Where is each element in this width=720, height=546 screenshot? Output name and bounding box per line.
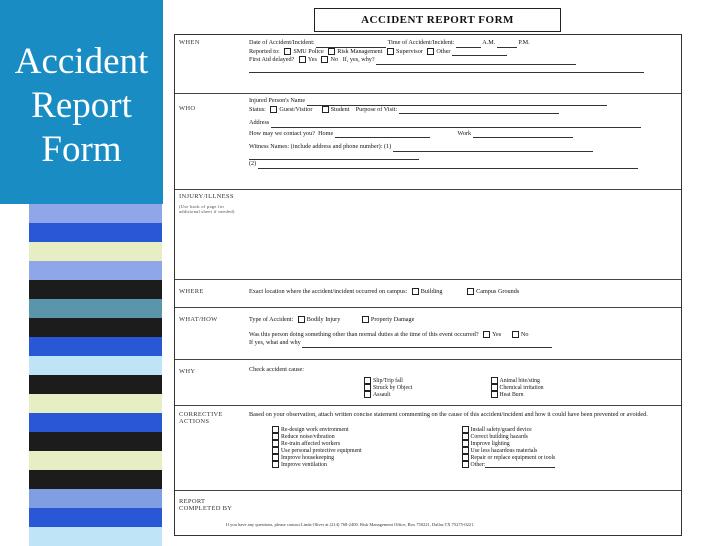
checkbox[interactable] bbox=[272, 447, 279, 454]
field-label: Injured Person's Name bbox=[249, 97, 306, 104]
stripe bbox=[29, 527, 162, 546]
checkbox[interactable] bbox=[364, 391, 371, 398]
section-label: WHO bbox=[179, 105, 196, 112]
why-field[interactable] bbox=[376, 58, 576, 65]
address-field[interactable] bbox=[271, 121, 641, 128]
section-completed bbox=[175, 490, 681, 534]
checkbox[interactable] bbox=[462, 440, 469, 447]
option-label: Building bbox=[420, 288, 443, 295]
option-label: Re-design work environment bbox=[281, 426, 349, 433]
section-who bbox=[175, 93, 681, 190]
title-line: Accident bbox=[14, 41, 149, 82]
section-label: CORRECTIVE ACTIONS bbox=[179, 411, 223, 425]
checkbox[interactable] bbox=[462, 454, 469, 461]
stripe bbox=[29, 204, 162, 223]
option-label: Use less hazardous materials bbox=[470, 447, 538, 454]
checkbox[interactable] bbox=[387, 48, 394, 55]
option-label: Other: bbox=[470, 461, 486, 468]
option-label: Risk Management bbox=[337, 47, 383, 55]
witness-field-1[interactable] bbox=[393, 145, 593, 152]
stripe bbox=[29, 432, 162, 451]
section-label: WHERE bbox=[179, 288, 204, 295]
purpose-field[interactable] bbox=[399, 107, 559, 114]
option-label: Use personal protective equipment bbox=[281, 447, 362, 454]
option-label: Heat Burn bbox=[499, 391, 524, 398]
checkbox[interactable] bbox=[467, 288, 474, 295]
work-phone-field[interactable] bbox=[473, 131, 573, 138]
field-label: Time of Accident/Incident: bbox=[387, 39, 455, 46]
field-label: How may we contact you? bbox=[249, 129, 315, 137]
option-label: Install safety/guard device bbox=[470, 426, 532, 433]
checkbox[interactable] bbox=[491, 384, 498, 391]
checkbox[interactable] bbox=[427, 48, 434, 55]
checkbox[interactable] bbox=[491, 391, 498, 398]
option-label: Yes bbox=[307, 56, 317, 63]
checkbox[interactable] bbox=[512, 331, 519, 338]
field-label: If yes, what and why bbox=[249, 339, 301, 346]
title-line: Report bbox=[31, 85, 132, 126]
stripe bbox=[29, 299, 162, 318]
option-label: No bbox=[330, 56, 339, 63]
field-label: Date of Accident/Incident: bbox=[249, 39, 315, 46]
witness-field-1b[interactable] bbox=[249, 153, 419, 160]
checkbox[interactable] bbox=[272, 454, 279, 461]
checkbox[interactable] bbox=[462, 447, 469, 454]
field-label: Was this person doing something other than normal duties at the time of this event occurred? bbox=[249, 330, 479, 338]
other-field[interactable] bbox=[452, 49, 507, 56]
checkbox[interactable] bbox=[322, 106, 329, 113]
stripe bbox=[29, 242, 162, 261]
why-field-cont[interactable] bbox=[249, 66, 644, 73]
option-label: SMU Police bbox=[293, 47, 324, 55]
stripe bbox=[29, 413, 162, 432]
section-label-text: INJURY/ILLNESS bbox=[179, 193, 234, 200]
option-label: Improve ventilation bbox=[281, 461, 327, 468]
field-label: Exact location where the accident/incident occurred on campus: bbox=[249, 288, 408, 295]
section-label: WHY bbox=[179, 368, 196, 375]
section-where bbox=[175, 279, 681, 308]
stripe bbox=[29, 375, 162, 394]
section-corrective bbox=[175, 405, 681, 491]
checkbox[interactable] bbox=[299, 56, 306, 63]
option-label: No bbox=[520, 330, 529, 338]
field-label: Address bbox=[249, 119, 270, 126]
option-label: Campus Grounds bbox=[476, 288, 520, 295]
if-yes-field[interactable] bbox=[302, 341, 552, 348]
form-body bbox=[174, 34, 682, 536]
checkbox[interactable] bbox=[328, 48, 335, 55]
stripe bbox=[29, 470, 162, 489]
option-label: Yes bbox=[492, 330, 502, 338]
checkbox[interactable] bbox=[364, 384, 371, 391]
option-label: Reduce noise/vibration bbox=[281, 433, 335, 440]
stripe bbox=[29, 489, 162, 508]
checkbox[interactable] bbox=[491, 377, 498, 384]
pm-label: P.M. bbox=[518, 39, 530, 46]
date-field[interactable] bbox=[316, 41, 386, 48]
option-label: Guest/Visitor bbox=[279, 105, 313, 113]
option-label: Improve lighting bbox=[470, 440, 510, 447]
checkbox[interactable] bbox=[298, 316, 305, 323]
title-line: Form bbox=[41, 129, 122, 170]
instructions-text: Based on your observation, attach written concise statement commenting on the cause of this accident/incident and how it could have been prevented or avoided. bbox=[249, 411, 648, 418]
option-label: Struck by Object bbox=[373, 384, 413, 391]
field-label: Purpose of Visit: bbox=[355, 105, 398, 113]
home-phone-field[interactable] bbox=[335, 131, 430, 138]
checkbox[interactable] bbox=[272, 440, 279, 447]
checkbox[interactable] bbox=[284, 48, 291, 55]
option-label: Student bbox=[330, 105, 350, 113]
stripe bbox=[29, 337, 162, 356]
section-note: (Use back of page for additional sheet if needed) bbox=[179, 204, 235, 214]
field-label: If, yes, why? bbox=[342, 56, 375, 63]
stripe bbox=[29, 261, 162, 280]
field-label: Status: bbox=[249, 105, 266, 113]
stripe bbox=[29, 451, 162, 470]
field-label: First Aid delayed? bbox=[249, 56, 295, 63]
field-label: Type of Accident: bbox=[249, 316, 294, 323]
section-what bbox=[175, 307, 681, 360]
time-field[interactable] bbox=[456, 41, 481, 48]
section-label: WHEN bbox=[179, 39, 200, 46]
stripe bbox=[29, 356, 162, 375]
option-label: Property Damage bbox=[370, 316, 415, 323]
stripe bbox=[29, 318, 162, 337]
section-label bbox=[179, 193, 237, 214]
stripe bbox=[29, 508, 162, 527]
checkbox[interactable] bbox=[272, 461, 279, 468]
checkbox[interactable] bbox=[462, 426, 469, 433]
form-footer: If you have any questions, please contact Linda Oliver at (214) 768-2400. Risk Management Office, Box 750221, Dallas TX 75275-0221. bbox=[226, 522, 475, 527]
option-label: Re-train affected workers bbox=[281, 440, 341, 447]
section-when bbox=[175, 35, 681, 94]
field-label: Witness Names: (include address and phone number): (1) bbox=[249, 143, 392, 150]
section-label: REPORT COMPLETED BY bbox=[179, 498, 233, 512]
stripe bbox=[29, 280, 162, 299]
option-label: Bodily Injury bbox=[306, 316, 341, 323]
checkbox[interactable] bbox=[412, 288, 419, 295]
option-label: Chemical irritation bbox=[499, 384, 544, 391]
checkbox[interactable] bbox=[272, 433, 279, 440]
checkbox[interactable] bbox=[362, 316, 369, 323]
form-heading: ACCIDENT REPORT FORM bbox=[314, 8, 561, 32]
checkbox[interactable] bbox=[462, 461, 469, 468]
section-label: WHAT/HOW bbox=[179, 316, 218, 323]
checkbox[interactable] bbox=[462, 433, 469, 440]
am-label: A.M. bbox=[482, 39, 496, 46]
stripe bbox=[29, 223, 162, 242]
checkbox[interactable] bbox=[364, 377, 371, 384]
field-label: Work bbox=[457, 129, 472, 137]
option-label: Slip/Trip fall bbox=[373, 377, 403, 384]
field-label: Reported to: bbox=[249, 47, 280, 55]
other-action-field[interactable] bbox=[485, 461, 555, 467]
option-label: Supervisor bbox=[396, 47, 423, 55]
time-field-pm[interactable] bbox=[497, 41, 517, 48]
section-why bbox=[175, 359, 681, 406]
option-label: Repair or replace equipment or tools bbox=[470, 454, 556, 461]
name-field[interactable] bbox=[307, 99, 607, 106]
checkbox[interactable] bbox=[272, 426, 279, 433]
option-label: Assault bbox=[373, 391, 391, 398]
checkbox[interactable] bbox=[270, 106, 277, 113]
checkbox[interactable] bbox=[483, 331, 490, 338]
decorative-stripes bbox=[29, 0, 162, 540]
field-label: (2) bbox=[249, 160, 257, 167]
option-label: Animal bite/sting bbox=[499, 377, 540, 384]
option-label: Improve housekeeping bbox=[281, 454, 334, 461]
field-label: Home bbox=[318, 129, 334, 137]
field-label: Check accident cause: bbox=[249, 366, 304, 373]
accident-report-form bbox=[170, 4, 684, 539]
witness-field-2[interactable] bbox=[258, 162, 638, 169]
checkbox[interactable] bbox=[321, 56, 328, 63]
option-label: Other bbox=[436, 47, 451, 55]
stripe bbox=[29, 394, 162, 413]
section-injury bbox=[175, 189, 681, 280]
option-label: Correct building hazards bbox=[470, 433, 528, 440]
